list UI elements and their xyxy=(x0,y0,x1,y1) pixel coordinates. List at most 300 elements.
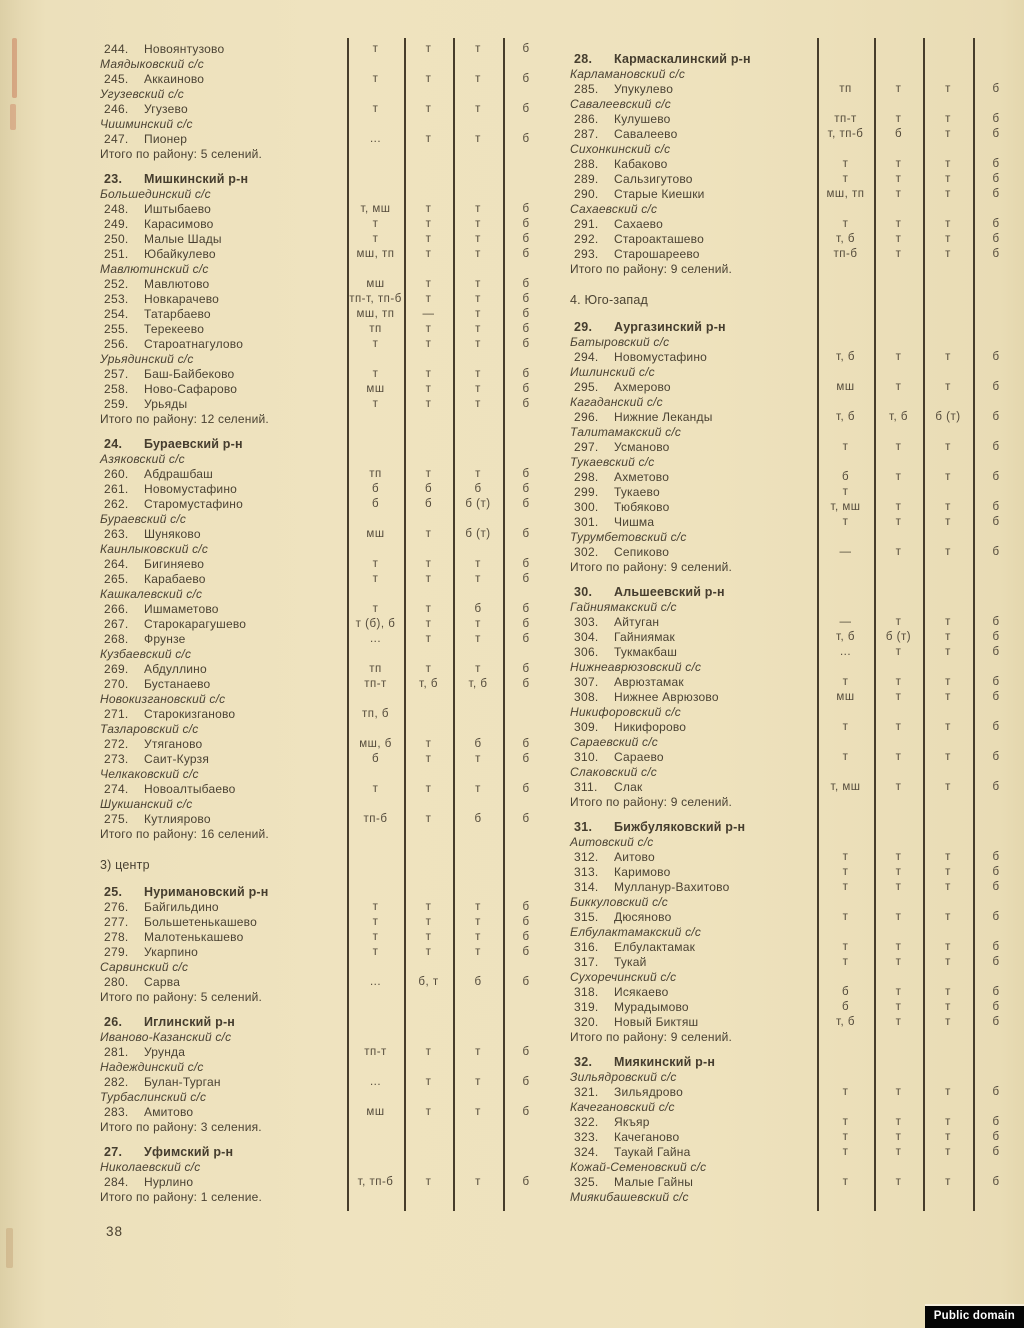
mark-cell: т xyxy=(475,663,481,675)
mark-cell: б xyxy=(522,103,530,115)
subdistrict-row xyxy=(100,797,547,812)
subdistrict-row xyxy=(570,765,1012,780)
settlement-name: Исякаево xyxy=(614,985,669,999)
selsovet-name: Ишлинский с/с xyxy=(570,365,655,379)
mark-cell: т xyxy=(425,323,432,335)
entry-number: 280. xyxy=(104,975,129,989)
entry-number: 306. xyxy=(574,645,599,659)
entry-row xyxy=(100,1105,547,1120)
mark-cell: т xyxy=(895,1016,902,1028)
mark-cell: т xyxy=(425,931,432,943)
mark-cell: т xyxy=(425,398,432,410)
mark-cell: б xyxy=(522,368,530,380)
mark-cell: б xyxy=(522,43,530,55)
subdistrict-row xyxy=(100,542,547,557)
entry-row xyxy=(570,82,1012,97)
mark-cell: т, б xyxy=(836,1016,855,1028)
selsovet-name: Елбулактамакский с/с xyxy=(570,925,702,939)
settlement-name: Старошареево xyxy=(614,247,700,261)
mark-cell: т xyxy=(372,901,379,913)
mark-cell: б xyxy=(522,633,530,645)
entry-number: 268. xyxy=(104,632,129,646)
mark-cell: т xyxy=(475,633,481,645)
entry-number: 283. xyxy=(104,1105,129,1119)
selsovet-name: Миякибашевский с/с xyxy=(570,1190,689,1204)
mark-cell: т xyxy=(425,233,432,245)
total-text: Итого по району: 9 селений. xyxy=(570,795,733,809)
mark-cell: т xyxy=(895,781,902,793)
mark-cell: б xyxy=(522,1106,530,1118)
subdistrict-row xyxy=(570,425,1012,440)
mark-cell: т xyxy=(945,1131,951,1143)
selsovet-name: Урьядинский с/с xyxy=(100,352,194,366)
mark-cell: т xyxy=(842,881,849,893)
entry-number: 247. xyxy=(104,132,129,146)
subdistrict-row xyxy=(100,647,547,662)
mark-cell: б xyxy=(992,188,1000,200)
subdistrict-row xyxy=(100,722,547,737)
mark-cell: т xyxy=(895,83,902,95)
entry-number: 274. xyxy=(104,782,129,796)
entry-number: 250. xyxy=(104,232,129,246)
mark-cell: т xyxy=(945,83,951,95)
mark-cell: т xyxy=(475,383,481,395)
district-header xyxy=(100,436,547,452)
entry-row xyxy=(570,675,1012,690)
settlement-name: Слак xyxy=(614,780,643,794)
mark-cell: т xyxy=(372,368,379,380)
mark-cell: т xyxy=(945,631,951,643)
mark-cell: тп-б xyxy=(363,813,388,825)
mark-cell: б xyxy=(522,753,530,765)
mark-cell: т xyxy=(895,986,902,998)
mark-cell: т xyxy=(475,203,481,215)
district-number: 24. xyxy=(104,437,123,451)
subdistrict-row xyxy=(100,117,547,132)
mark-cell: т xyxy=(895,546,902,558)
mark-cell: т, мш xyxy=(830,781,861,793)
mark-cell: б (т) xyxy=(465,498,491,510)
entry-row xyxy=(570,955,1012,970)
total-text: Итого по району: 3 селения. xyxy=(100,1120,262,1134)
entry-row xyxy=(100,102,547,117)
entry-row xyxy=(570,615,1012,630)
subdistrict-row xyxy=(100,960,547,975)
mark-cell: т xyxy=(842,1086,849,1098)
table-column-left xyxy=(100,42,547,1205)
entry-number: 295. xyxy=(574,380,599,394)
district-total-row xyxy=(570,795,1012,810)
mark-cell: т xyxy=(945,781,951,793)
mark-cell: б (т) xyxy=(885,631,912,643)
entry-number: 271. xyxy=(104,707,129,721)
entry-number: 275. xyxy=(104,812,129,826)
mark-cell: т xyxy=(895,1146,902,1158)
subdistrict-row xyxy=(570,67,1012,82)
entry-row xyxy=(570,232,1012,247)
settlement-name: Никифорово xyxy=(614,720,687,734)
mark-cell: т xyxy=(945,188,951,200)
selsovet-name: Тукаевский с/с xyxy=(570,455,655,469)
mark-cell: т xyxy=(895,881,902,893)
settlement-name: Ахметово xyxy=(614,470,670,484)
entry-row xyxy=(100,812,547,827)
mark-cell: т xyxy=(425,43,432,55)
mark-cell: — xyxy=(422,308,435,320)
mark-cell: т xyxy=(945,1116,951,1128)
entry-row xyxy=(570,1000,1012,1015)
mark-cell: т xyxy=(372,783,379,795)
mark-cell: т xyxy=(945,1001,951,1013)
entry-row xyxy=(570,645,1012,660)
selsovet-name: Маядыковский с/с xyxy=(100,57,204,71)
mark-cell: т xyxy=(945,546,951,558)
subdistrict-row xyxy=(570,365,1012,380)
district-name: Кармаскалинский р-н xyxy=(614,52,751,66)
mark-cell: б xyxy=(992,1001,1000,1013)
scan-edge-mark xyxy=(10,104,16,130)
settlement-name: Старые Киешки xyxy=(614,187,705,201)
mark-cell: б xyxy=(522,976,530,988)
mark-cell: т xyxy=(475,931,481,943)
entry-number: 258. xyxy=(104,382,129,396)
selsovet-name: Талитамакский с/с xyxy=(570,425,682,439)
mark-cell: б xyxy=(992,676,1000,688)
settlement-name: Дюсяново xyxy=(614,910,672,924)
entry-number: 324. xyxy=(574,1145,599,1159)
mark-cell: б xyxy=(371,498,380,510)
entry-number: 265. xyxy=(104,572,129,586)
mark-cell: т xyxy=(475,293,481,305)
settlement-name: Сарва xyxy=(144,975,181,989)
mark-cell: т xyxy=(945,1176,951,1188)
selsovet-name: Карламановский с/с xyxy=(570,67,686,81)
mark-cell: т xyxy=(945,676,951,688)
subdistrict-row xyxy=(100,1060,547,1075)
entry-number: 279. xyxy=(104,945,129,959)
entry-row xyxy=(570,500,1012,515)
mark-cell: б xyxy=(992,851,1000,863)
mark-cell: т xyxy=(425,633,432,645)
mark-cell: т xyxy=(895,1176,902,1188)
entry-number: 248. xyxy=(104,202,129,216)
selsovet-name: Кашкалевский с/с xyxy=(100,587,203,601)
subdistrict-row xyxy=(100,512,547,527)
mark-cell: мш xyxy=(366,278,385,290)
entry-row xyxy=(100,945,547,960)
mark-cell: т xyxy=(425,916,432,928)
district-total-row xyxy=(100,147,547,162)
mark-cell: б xyxy=(841,986,850,998)
mark-cell: т xyxy=(372,916,379,928)
entry-number: 298. xyxy=(574,470,599,484)
mark-cell: тп-б xyxy=(833,248,858,260)
settlement-name: Аврюзтамак xyxy=(614,675,684,689)
entry-number: 256. xyxy=(104,337,129,351)
mark-cell: б xyxy=(522,618,530,630)
settlement-name: Карасимово xyxy=(144,217,214,231)
mark-cell: т xyxy=(425,783,432,795)
mark-cell: б xyxy=(522,901,530,913)
entry-number: 278. xyxy=(104,930,129,944)
mark-cell: тп, б xyxy=(362,708,389,720)
mark-cell: б xyxy=(992,911,1000,923)
mark-cell: т xyxy=(425,618,432,630)
subdistrict-row xyxy=(570,705,1012,720)
entry-number: 291. xyxy=(574,217,599,231)
mark-cell: т, б xyxy=(468,678,488,690)
entry-number: 261. xyxy=(104,482,129,496)
settlement-name: Мулланур-Вахитово xyxy=(614,880,730,894)
mark-cell: б xyxy=(474,603,482,615)
mark-cell: б xyxy=(992,691,1000,703)
settlement-name: Ишмаметово xyxy=(144,602,219,616)
entry-number: 297. xyxy=(574,440,599,454)
mark-cell: б xyxy=(992,1131,1000,1143)
mark-cell: т xyxy=(842,441,849,453)
entry-row xyxy=(100,277,547,292)
mark-cell: б xyxy=(424,483,433,495)
entry-number: 255. xyxy=(104,322,129,336)
entry-number: 294. xyxy=(574,350,599,364)
mark-cell: т xyxy=(842,486,849,498)
settlement-name: Новый Биктяш xyxy=(614,1015,699,1029)
mark-cell: т xyxy=(425,383,432,395)
mark-cell: тп xyxy=(839,83,852,95)
mark-cell: т xyxy=(895,866,902,878)
mark-cell: т xyxy=(945,128,951,140)
mark-cell: т xyxy=(475,783,481,795)
district-total-row xyxy=(100,412,547,427)
selsovet-name: Нижнеаврюзовский с/с xyxy=(570,660,702,674)
mark-cell: б xyxy=(841,471,850,483)
mark-cell: б xyxy=(474,738,482,750)
mark-cell: т xyxy=(895,646,902,658)
mark-cell: — xyxy=(839,616,852,628)
mark-cell: т xyxy=(895,218,902,230)
entry-row xyxy=(570,380,1012,395)
mark-cell: б xyxy=(992,218,1000,230)
entry-number: 267. xyxy=(104,617,129,631)
settlement-name: Ахмерово xyxy=(614,380,671,394)
total-text: Итого по району: 9 селений. xyxy=(570,262,733,276)
district-number: 27. xyxy=(104,1145,123,1159)
settlement-name: Сальзигутово xyxy=(614,172,693,186)
entry-row xyxy=(570,630,1012,645)
mark-cell: т xyxy=(945,721,951,733)
mark-cell: т xyxy=(475,248,481,260)
mark-cell: тп-т, тп-б xyxy=(349,293,402,305)
selsovet-name: Качегановский с/с xyxy=(570,1100,675,1114)
entry-row xyxy=(100,572,547,587)
mark-cell: т xyxy=(475,1046,481,1058)
entry-row xyxy=(570,157,1012,172)
settlement-name: Кутлиярово xyxy=(144,812,211,826)
mark-cell: т xyxy=(425,946,432,958)
mark-cell: т xyxy=(425,558,432,570)
subdistrict-row xyxy=(100,1030,547,1045)
mark-cell: б xyxy=(522,738,530,750)
mark-cell: т xyxy=(475,308,481,320)
entry-number: 308. xyxy=(574,690,599,704)
settlement-name: Урунда xyxy=(144,1045,186,1059)
mark-cell: т xyxy=(895,516,902,528)
mark-cell: т xyxy=(372,603,379,615)
mark-cell: б xyxy=(841,1001,850,1013)
settlement-name: Староатнагулово xyxy=(144,337,244,351)
subdistrict-row xyxy=(570,335,1012,350)
entry-row xyxy=(100,72,547,87)
district-total-row xyxy=(100,1190,547,1205)
subdistrict-row xyxy=(570,1190,1012,1205)
mark-cell: т xyxy=(945,158,951,170)
mark-cell: т xyxy=(372,573,379,585)
entry-number: 266. xyxy=(104,602,129,616)
mark-cell: б xyxy=(894,128,903,140)
settlement-name: Старокизганово xyxy=(144,707,236,721)
selsovet-name: Батыровский с/с xyxy=(570,335,670,349)
mark-cell: б, т xyxy=(418,976,439,988)
settlement-name: Каримово xyxy=(614,865,671,879)
selsovet-name: Кузбаевский с/с xyxy=(100,647,192,661)
subdistrict-row xyxy=(100,587,547,602)
mark-cell: т xyxy=(372,218,379,230)
district-name: Нуримановский р-н xyxy=(144,885,269,899)
mark-cell: т xyxy=(475,753,481,765)
settlement-name: Кабаково xyxy=(614,157,668,171)
mark-cell: б xyxy=(992,546,1000,558)
mark-cell: б xyxy=(522,483,530,495)
entry-number: 285. xyxy=(574,82,599,96)
mark-cell: тп-т xyxy=(364,678,387,690)
settlement-name: Новомустафино xyxy=(614,350,708,364)
settlement-name: Тюбяково xyxy=(614,500,670,514)
mark-cell: т xyxy=(945,956,951,968)
mark-cell: т xyxy=(475,368,481,380)
mark-cell: б xyxy=(992,441,1000,453)
mark-cell: т xyxy=(945,218,951,230)
entry-number: 251. xyxy=(104,247,129,261)
selsovet-name: Гайниямакский с/с xyxy=(570,600,677,614)
selsovet-name: Биккуловский с/с xyxy=(570,895,669,909)
mark-cell: мш xyxy=(836,691,855,703)
mark-cell: т xyxy=(475,1176,481,1188)
mark-cell: тп-т xyxy=(364,1046,387,1058)
mark-cell: ... xyxy=(369,633,382,645)
subdistrict-row xyxy=(570,970,1012,985)
mark-cell: т xyxy=(842,1116,849,1128)
settlement-name: Укарпино xyxy=(144,945,199,959)
mark-cell: т xyxy=(425,1046,432,1058)
selsovet-name: Аитовский с/с xyxy=(570,835,654,849)
mark-cell: б xyxy=(474,813,482,825)
entry-row xyxy=(570,440,1012,455)
mark-cell: б xyxy=(992,471,1000,483)
entry-number: 262. xyxy=(104,497,129,511)
mark-cell: б xyxy=(992,128,1000,140)
mark-cell: т xyxy=(895,233,902,245)
entry-row xyxy=(100,382,547,397)
entry-number: 245. xyxy=(104,72,129,86)
mark-cell: б xyxy=(522,73,530,85)
settlement-name: Малые Гайны xyxy=(614,1175,694,1189)
mark-cell: б xyxy=(992,1116,1000,1128)
mark-cell: т xyxy=(842,866,849,878)
mark-cell: т xyxy=(425,753,432,765)
mark-cell: б xyxy=(992,381,1000,393)
mark-cell: т xyxy=(372,558,379,570)
district-name: Бижбуляковский р-н xyxy=(614,820,746,834)
mark-cell: б xyxy=(992,173,1000,185)
subdistrict-row xyxy=(570,835,1012,850)
entry-number: 304. xyxy=(574,630,599,644)
mark-cell: т xyxy=(372,233,379,245)
mark-cell: т xyxy=(895,188,902,200)
settlement-name: Новоалтыбаево xyxy=(144,782,236,796)
mark-cell: т, мш xyxy=(830,501,861,513)
settlement-name: Тукай xyxy=(614,955,647,969)
mark-cell: т, мш xyxy=(360,203,391,215)
mark-cell: б xyxy=(522,931,530,943)
mark-cell: т xyxy=(842,956,849,968)
mark-cell: т xyxy=(895,471,902,483)
mark-cell: т xyxy=(945,233,951,245)
entry-number: 296. xyxy=(574,410,599,424)
district-name: Миякинский р-н xyxy=(614,1055,716,1069)
scan-edge-mark xyxy=(6,1228,13,1268)
mark-cell: б xyxy=(992,351,1000,363)
section-header xyxy=(570,292,1012,308)
entry-row xyxy=(570,780,1012,795)
settlement-name: Сараево xyxy=(614,750,664,764)
mark-cell: т xyxy=(475,398,481,410)
entry-row xyxy=(100,322,547,337)
mark-cell: б xyxy=(522,813,530,825)
settlement-name: Таукай Гайна xyxy=(614,1145,691,1159)
entry-number: 282. xyxy=(104,1075,129,1089)
entry-row xyxy=(100,782,547,797)
entry-number: 301. xyxy=(574,515,599,529)
entry-number: 272. xyxy=(104,737,129,751)
selsovet-name: Зильядровский с/с xyxy=(570,1070,677,1084)
mark-cell: т xyxy=(372,931,379,943)
selsovet-name: Сарвинский с/с xyxy=(100,960,189,974)
entry-number: 260. xyxy=(104,467,129,481)
mark-cell: т xyxy=(895,616,902,628)
mark-cell: б xyxy=(992,248,1000,260)
entry-row xyxy=(570,720,1012,735)
subdistrict-row xyxy=(570,1160,1012,1175)
mark-cell: т xyxy=(425,901,432,913)
selsovet-name: Большединский с/с xyxy=(100,187,211,201)
mark-cell: — xyxy=(839,546,852,558)
mark-cell: б xyxy=(992,83,1000,95)
entry-row xyxy=(100,1075,547,1090)
district-header xyxy=(100,1014,547,1030)
district-header xyxy=(570,319,1012,335)
entry-row xyxy=(570,172,1012,187)
mark-cell: б xyxy=(992,501,1000,513)
subdistrict-row xyxy=(570,455,1012,470)
entry-row xyxy=(100,602,547,617)
settlement-name: Иштыбаево xyxy=(144,202,212,216)
mark-cell: ... xyxy=(369,1076,382,1088)
entry-row xyxy=(570,217,1012,232)
mark-cell: тп-т xyxy=(834,113,857,125)
mark-cell: т xyxy=(842,173,849,185)
entry-number: 320. xyxy=(574,1015,599,1029)
mark-cell: т xyxy=(475,218,481,230)
